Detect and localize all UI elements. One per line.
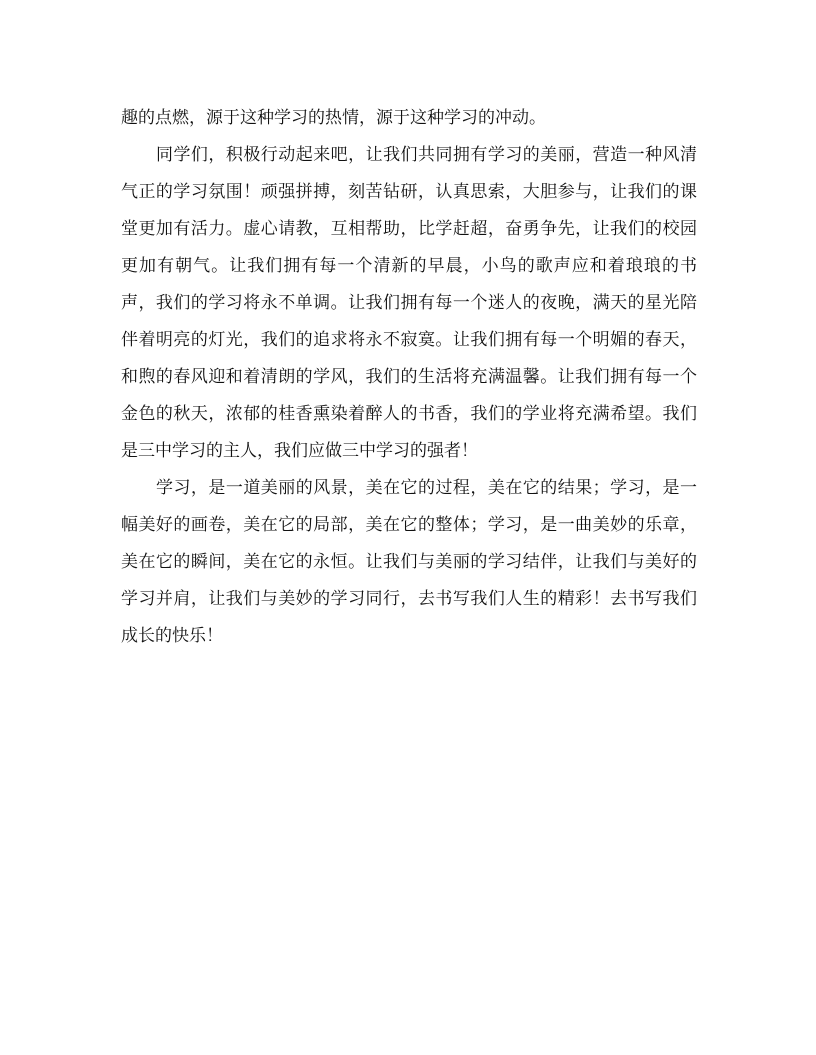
document-body xyxy=(121,100,697,655)
paragraph-call-to-action: 同学们，积极行动起来吧，让我们共同拥有学习的美丽，营造一种风清气正的学习氛围！顽强拼搏，刻苦钻研，认真思索，大胆参与，让我们的课堂更加有活力。虚心请教，互相帮助，比学赶超，奋勇争先，让我们的校园更加有朝气。让我们拥有每一个清新的早晨，小鸟的歌声应和着琅琅的书声，我们的学习将永不单调。让我们拥有每一个迷人的夜晚，满天的星光陪伴着明亮的灯光，我们的追求将永不寂寞。让我们拥有每一个明媚的春天，和煦的春风迎和着清朗的学风，我们的生活将充满温馨。让我们拥有每一个金色的秋天，浓郁的桂香熏染着醉人的书香，我们的学业将充满希望。我们是三中学习的主人，我们应做三中学习的强者！ xyxy=(121,145,697,461)
paragraph-conclusion: 学习，是一道美丽的风景，美在它的过程，美在它的结果；学习，是一幅美好的画卷，美在它的局部，美在它的整体；学习，是一曲美妙的乐章，美在它的瞬间，美在它的永恒。让我们与美丽的学习结伴，让我们与美好的学习并肩，让我们与美妙的学习同行，去书写我们人生的精彩！去书写我们成长的快乐！ xyxy=(121,478,697,646)
paragraph-continuation: 趣的点燃，源于这种学习的热情，源于这种学习的冲动。 xyxy=(121,108,546,128)
